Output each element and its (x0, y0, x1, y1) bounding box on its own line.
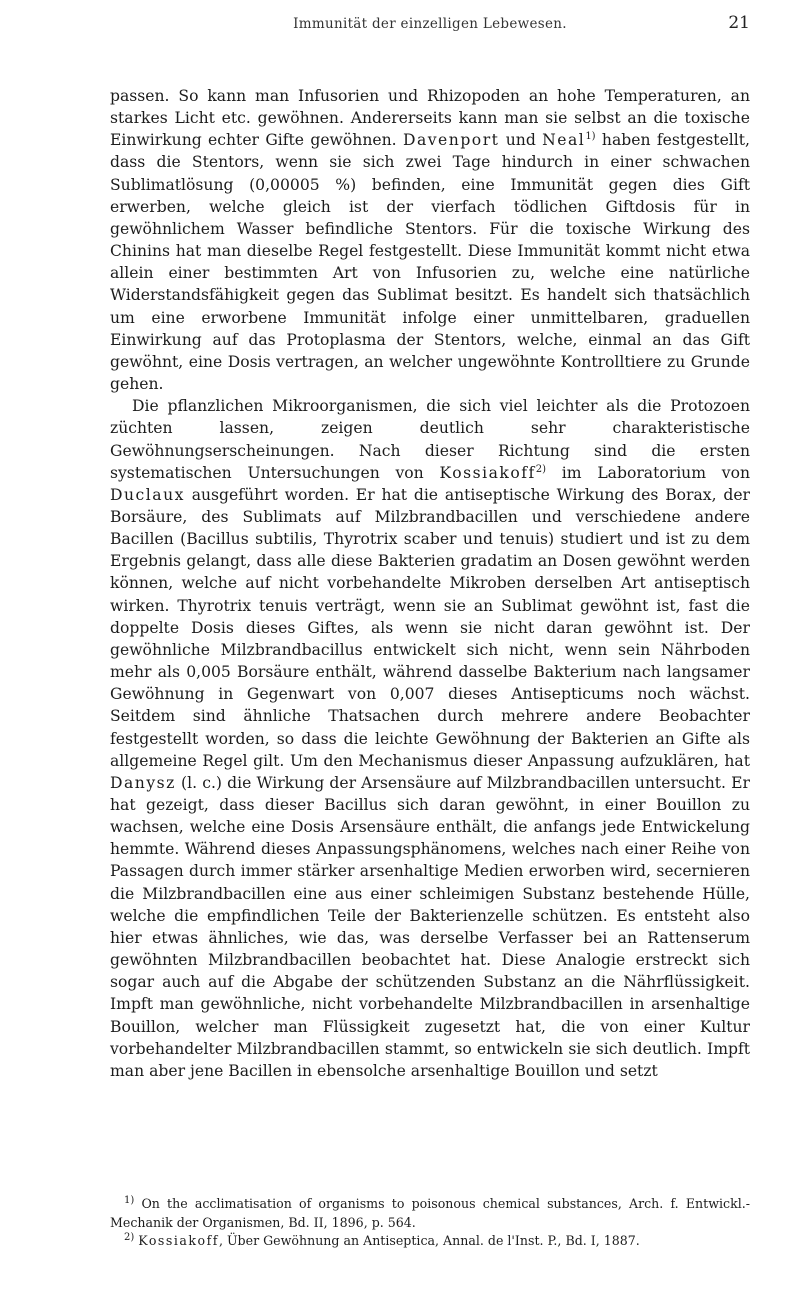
author-name: Duclaux (110, 485, 185, 504)
footnote-2 (110, 1232, 750, 1251)
text-run: passen. So kann man Infusorien und Rhizopoden an hohe Temperaturen, an starkes Licht etc. gewöhnen. Andererseits kann man sie selbst an die toxische Einwirkung echter Gifte gewöhnen. (110, 87, 750, 150)
body-text (110, 85, 750, 1082)
text-run: und (499, 131, 543, 150)
running-head (110, 0, 750, 48)
text-run: ausgeführt worden. Er hat die antiseptische Wirkung des Borax, der Borsäure, des Sublimats auf Milzbrandbacillen und verschiedene andere Bacillen (Bacillus subtilis, Thyrotrix scaber und tenuis) studiert und ist zu dem Ergebnis gelangt, dass alle diese Bakterien gradatim an Dosen gewöhnt werden können, welche auf nicht vorbehandelte Mikroben derselben Art antiseptisch wirken. Thyrotrix tenuis verträgt, wenn sie an Sublimat gewöhnt ist, fast die doppelte Dosis dieses Giftes, als wenn sie nicht daran gewöhnt ist. Der gewöhnliche Milzbrandbacillus entwickelt sich nicht, wenn sein Nährboden mehr als 0,005 Borsäure enthält, während dasselbe Bakterium nach langsamer Gewöhnung in Gegenwart von 0,007 dieses Antisepticums noch wächst. Seitdem sind ähnliche Thatsachen durch mehrere andere Beobachter festgestellt worden, so dass die leichte Gewöhnung der Bakterien an Gifte als allgemeine Regel gilt. Um den Mechanismus dieser Anpassung aufzuklären, hat (110, 485, 750, 770)
book-page (110, 0, 750, 1248)
page-number: 21 (728, 13, 750, 33)
footnotes (110, 1195, 750, 1251)
author-name: Kossiakoff (439, 463, 536, 482)
author-name: Davenport (402, 131, 500, 150)
text-run: Die pflanzlichen Mikroorganismen, die sich viel leichter als die Protozoen züchten lassen, zeigen deutlich sehr charakteristische Gewöhnungserscheinungen. Nach dieser Richtung sind die ersten systematischen Untersuchungen von (110, 397, 750, 482)
paragraph-1 (110, 85, 750, 395)
text-run: haben festgestellt, dass die Stentors, wenn sie sich zwei Tage hindurch in einer schwachen Sublimatlösung (0,00005 %) befinden, eine Immunität gegen dies Gift erwerben, welche gleich ist der vierfach tödlichen Giftdosis für in gewöhnlichem Wasser befindliche Stentors. Für die toxische Wirkung des Chinins hat man dieselbe Regel festgestellt. Diese Immunität kommt nicht etwa allein einer bestimmten Art von Infusorien zu, welche eine natürliche Widerstandsfähigkeit gegen das Sublimat besitzt. Es handelt sich thatsächlich um eine erworbene Immunität infolge einer unmittelbaren, graduellen Einwirkung auf das Protoplasma der Stentors, welche, einmal an das Gift gewöhnt, eine Dosis vertragen, an welcher ungewöhnte Kontrolltiere zu Grunde gehen. (110, 131, 750, 394)
text-run: (l. c.) die Wirkung der Arsensäure auf Milzbrandbacillen untersucht. Er hat gezeigt, dass dieser Bacillus sich daran gewöhnt, in einer Bouillon zu wachsen, welche eine Dosis Arsensäure enthält, die anfangs jede Entwickelung hemmte. Während dieses Anpassungsphänomens, welches nach einer Reihe von Passagen durch immer stärker arsenhaltige Medien erworben wird, secernieren die Milzbrandbacillen eine aus einer schleimigen Substanz bestehende Hülle, welche die empfindlichen Teile der Bakterienzelle schützen. Es entsteht also hier etwas ähnliches, wie das, was derselbe Verfasser bei an Rattenserum gewöhnten Milzbrandbacillen beobachtet hat. Diese Analogie erstreckt sich sogar auch auf die Abgabe der schützenden Substanz an die Nährflüssigkeit. Impft man gewöhnliche, nicht vorbehandelte Milzbrandbacillen in arsenhaltige Bouillon, welcher man Flüssigkeit zugesetzt hat, die von einer Kultur vorbehandelter Milzbrandbacillen stammt, so entwickeln sie sich deutlich. Impft man aber jene Bacillen in ebensolche arsenhaltige Bouillon und setzt (110, 773, 750, 1080)
text-run: , Über Gewöhnung an Antiseptica, Annal. de l'Inst. P., Bd. I, 1887. (218, 1233, 640, 1248)
author-name: Kossiakoff (138, 1233, 219, 1248)
author-name: Danysz (110, 773, 176, 792)
running-title: Immunität der einzelligen Lebewesen. (293, 16, 567, 32)
footnote-1 (110, 1195, 750, 1232)
paragraph-2 (110, 395, 750, 1082)
author-name: Neal (542, 131, 586, 150)
text-run: im Laboratorium von (546, 463, 750, 482)
text-run: On the acclimatisation of organisms to poisonous chemical substances, Arch. f. Entwickl.-Mechanik der Organismen, Bd. II, 1896, p. 564. (110, 1196, 750, 1230)
footnote-marker: 2) (124, 1231, 135, 1243)
footnote-marker: 2) (535, 463, 547, 475)
footnote-marker: 1) (585, 131, 596, 143)
footnote-marker: 1) (124, 1194, 135, 1206)
